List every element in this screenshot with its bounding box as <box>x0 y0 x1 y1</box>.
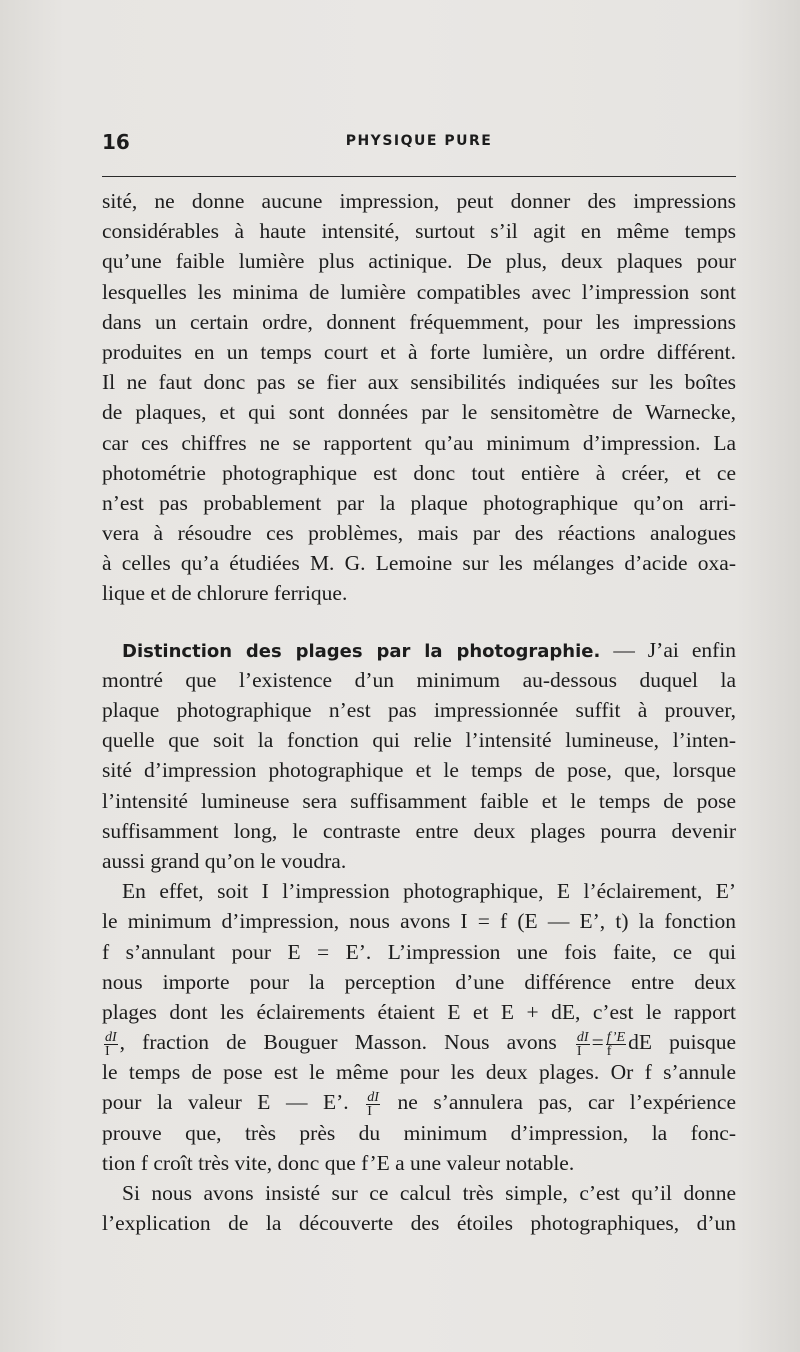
text-line: le temps de pose est le même pour les deux plages. Or f s’annule <box>102 1060 736 1085</box>
text-line <box>102 635 736 665</box>
text-span: ne s’annulera pas, car l’expérience <box>397 1090 737 1115</box>
text-line: quelle que soit la fonction qui relie l’intensité lumineuse, l’inten- <box>102 728 736 753</box>
text-line: plages dont les éclairements étaient E et E + dE, c’est le rapport <box>102 999 736 1024</box>
text-line: tion f croît très vite, donc que f’E a une valeur notable. <box>102 1150 575 1175</box>
text-line: suffisamment long, le contraste entre deux plages pourra devenir <box>102 818 736 843</box>
text-line: le minimum d’impression, nous avons I = f (E — E’, t) la fonction <box>102 909 736 934</box>
text-line: En effet, soit I l’impression photographique, E l’éclairement, E’ <box>122 879 736 904</box>
text-line: f s’annulant pour E = E’. L’impression une fois faite, ce qui <box>102 939 736 964</box>
paragraph-1 <box>102 186 736 609</box>
text-line: l’explication de la découverte des étoiles photographiques, d’un <box>102 1211 736 1236</box>
fraction-fE-over-f: $\frac{f’E}{f}$ <box>606 1029 626 1059</box>
text-line: de plaques, et qui sont données par le sensitomètre de Warnecke, <box>102 400 736 425</box>
equation-line: $\frac{dI}{I}$ , fraction de Bouguer Masson. Nous avons $\frac{dI}{I}$ = $\frac{f’E}{f}$ dE puisque <box>105 1029 736 1059</box>
text-line: nous importe pour la perception d’une différence entre deux <box>102 969 736 994</box>
equation-line <box>102 1087 736 1117</box>
page-number: 16 <box>102 130 130 154</box>
text-span: , fraction de Bouguer Masson. Nous avons <box>119 1030 557 1055</box>
text-line: lique et de chlorure ferrique. <box>102 581 348 606</box>
text-line: photométrie photographique est donc tout entière à créer, et ce <box>102 460 736 485</box>
paragraph-3 <box>102 876 736 1178</box>
paragraph-2 <box>102 635 736 877</box>
text-line: qu’une faible lumière plus actinique. De plus, deux plaques pour <box>102 249 736 274</box>
fraction-dI-over-I: $\frac{dI}{I}$ <box>367 1090 379 1119</box>
text-line: sité d’impression photographique et le temps de pose, que, lorsque <box>102 758 736 783</box>
text-line: plaque photographique n’est pas impressionnée suffit à prouver, <box>102 698 736 722</box>
text-line: lesquelles les minima de lumière compatibles avec l’impression sont <box>102 279 736 304</box>
text-line: sité, ne donne aucune impression, peut donner des impressions <box>102 189 736 213</box>
text-line: Si nous avons insisté sur ce calcul très simple, c’est qu’il donne <box>122 1181 736 1205</box>
page-header <box>102 130 736 156</box>
paragraph-4 <box>102 1178 736 1238</box>
text-line: produites en un temps court et à forte lumière, un ordre différent. <box>102 339 736 364</box>
fraction-dI-over-I: $\frac{dI}{I}$ <box>576 1029 589 1059</box>
text-line: vera à résoudre ces problèmes, mais par des réactions analogues <box>102 521 736 546</box>
header-rule <box>102 176 736 177</box>
text-line: dans un certain ordre, donnent fréquemment, pour les impressions <box>102 309 736 334</box>
text-span: dE puisque <box>628 1030 736 1055</box>
text-line: montré que l’existence d’un minimum au-dessous duquel la <box>102 667 736 692</box>
text-line: n’est pas probablement par la plaque photographique qu’on arri- <box>102 490 736 515</box>
text-line: car ces chiffres ne se rapportent qu’au minimum d’impression. La <box>102 430 736 455</box>
text-line: à celles qu’a étudiées M. G. Lemoine sur les mélanges d’acide oxa- <box>102 551 736 576</box>
text-line: aussi grand qu’on le voudra. <box>102 848 347 873</box>
text-line: Il ne faut donc pas se fier aux sensibilités indiquées sur les boîtes <box>102 370 736 395</box>
running-head: PHYSIQUE PURE <box>345 133 493 149</box>
text-line: prouve que, très près du minimum d’impression, la fonc- <box>102 1120 736 1145</box>
heading-continuation: — J’ai enfin <box>600 637 736 662</box>
text-line: l’intensité lumineuse sera suffisamment faible et le temps de pose <box>102 788 736 813</box>
fraction-dI-over-I: $\frac{dI}{I}$ <box>105 1029 117 1059</box>
text-line: considérables à haute intensité, surtout s’il agit en même temps <box>102 219 736 244</box>
text-span: pour la valeur E — E’. <box>102 1090 349 1115</box>
body-text <box>102 186 736 1238</box>
section-heading: Distinction des plages par la photographie. <box>122 640 601 662</box>
